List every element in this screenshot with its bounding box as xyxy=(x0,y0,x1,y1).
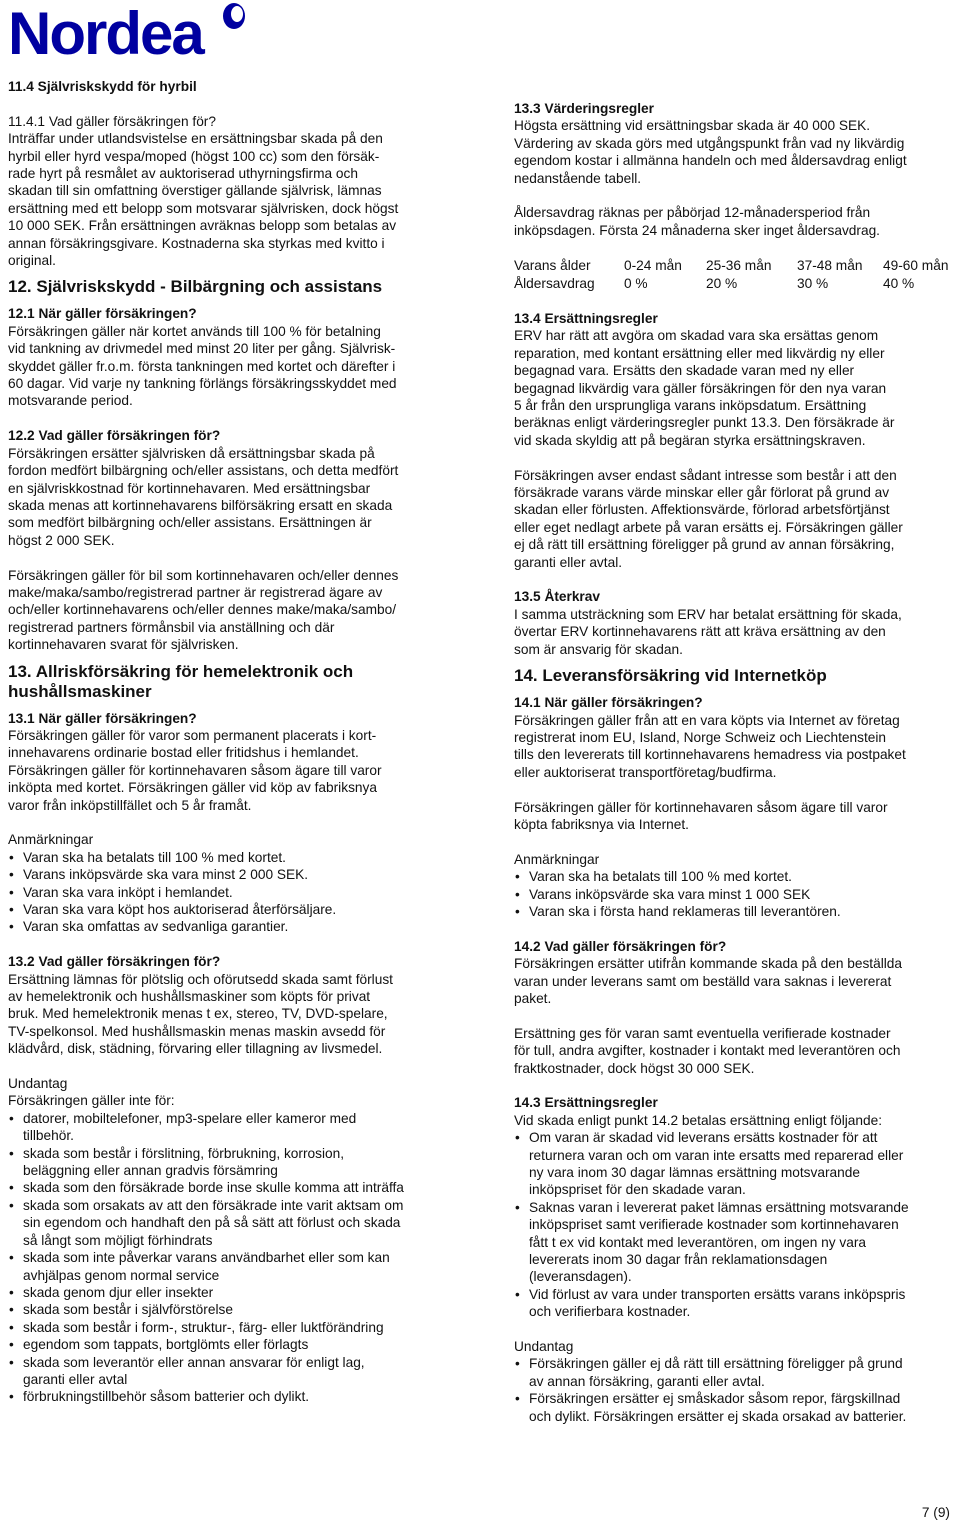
list-item: • Varans inköpsvärde ska vara minst 1 000 SEK xyxy=(514,886,960,903)
text-line: som är ansvarig för skadan. xyxy=(514,641,683,657)
text-line: garanti eller avtal xyxy=(23,1371,128,1387)
list-item xyxy=(8,1197,448,1249)
text-line: inköpsdagen. Första 24 månaderna sker inget åldersavdrag. xyxy=(514,222,880,238)
text-line: kortinnehavaren svarat för självrisken. xyxy=(8,637,239,653)
subsection-heading: 12.1 När gäller försäkringen? xyxy=(8,306,197,322)
text-line: köpta fabriksnya via Internet. xyxy=(514,816,689,832)
text-line: Om varan är skadad vid leverans ersätts kostnader för att xyxy=(529,1130,878,1146)
text-line: Ersättning lämnas för plötslig och oförutsedd skada samt förlust xyxy=(8,971,393,987)
text-line: TV-spelkonsol. Med hushållsmaskin menas maskin avsedd för xyxy=(8,1023,386,1039)
section-heading: 11.4.1 Vad gäller försäkringen för? xyxy=(8,113,216,129)
text-line: övertar ERV kortinnehavarens rätt att kräva ersättning av den xyxy=(514,624,886,640)
list-item xyxy=(8,1110,448,1145)
subsection-heading: 13.2 Vad gäller försäkringen för? xyxy=(8,954,221,970)
paragraph xyxy=(514,204,960,239)
text-line: Saknas varan i levererat paket lämnas ersättning motsvarande xyxy=(529,1199,909,1215)
list-item xyxy=(8,1284,448,1301)
text-line: original. xyxy=(8,253,56,269)
text-line: Försäkringen gäller för kortinnehavaren såsom ägare till varor xyxy=(514,799,888,815)
paragraph xyxy=(514,327,960,449)
text-line: rade hyrt på resmålet av auktoriserad uthyrningsfirma och xyxy=(8,166,358,182)
list-item xyxy=(8,1319,448,1336)
table-cell: 49-60 mån xyxy=(883,257,949,273)
table-cell: 0-24 mån xyxy=(624,257,682,273)
table-cell: Åldersavdrag xyxy=(514,275,595,291)
list-item xyxy=(514,1390,960,1425)
text-line: Försäkringen avser endast sådant intresse som består i att den xyxy=(514,467,897,483)
text-line: skada som består i förslitning, förbrukning, korrosion, xyxy=(23,1145,345,1161)
text-line: ej då rätt till ersättning föreligger på grund av annan försäkring, xyxy=(514,537,895,553)
text-line: Försäkringen gäller från att en vara köpts via Internet av företag xyxy=(514,712,900,728)
text-line: ERV har rätt att avgöra om skadad vara ska ersättas genom xyxy=(514,328,879,344)
paragraph xyxy=(514,606,960,658)
text-line: av annan försäkring, garanti eller avtal. xyxy=(529,1373,765,1389)
list-item: • Varan ska ha betalats till 100 % med kortet. xyxy=(514,868,960,885)
text-line: Försäkringen gäller för varor som permanent placerats i kort- xyxy=(8,727,377,743)
subsection-heading: 13.1 När gäller försäkringen? xyxy=(8,710,197,726)
table-cell: 25-36 mån xyxy=(706,257,772,273)
text-line: Värdering av skada görs med utgångspunkt från vad ny likvärdig xyxy=(514,135,905,151)
paragraph xyxy=(8,445,448,549)
text-line: skada genom djur eller insekter xyxy=(23,1284,214,1300)
text-line: returnera varan och om varan inte ersatts med reparerad eller xyxy=(529,1147,904,1163)
subsection-heading: 14.2 Vad gäller försäkringen för? xyxy=(514,938,727,954)
paragraph xyxy=(8,971,448,1058)
text-line: Högsta ersättning vid ersättningsbar skada är 40 000 SEK. xyxy=(514,118,871,134)
list-item: • Varan ska vara köpt hos auktoriserad återförsäljare. xyxy=(8,901,448,918)
notes-label: Anmärkningar xyxy=(8,832,94,848)
page-number: 7 (9) xyxy=(921,1505,950,1520)
text-line: fraktkostnader, dock högst 30 000 SEK. xyxy=(514,1060,755,1076)
text-line: och dylikt. Försäkringen ersätter ej skada orsakad av batterier. xyxy=(529,1408,907,1424)
text-line: skadan till sin omfattning överstiger gällande självrisk, lämnas xyxy=(8,183,382,199)
table-cell: Varans ålder xyxy=(514,257,591,273)
text-line: och verifierbara kostnader. xyxy=(529,1304,691,1320)
text-line: (leveransdagen). xyxy=(529,1269,632,1285)
text-line: förbrukningstillbehör såsom batterier och dylikt. xyxy=(23,1389,310,1405)
subsection-heading: 13.3 Värderingsregler xyxy=(514,101,654,116)
text-line: motsvarande period. xyxy=(8,393,133,409)
text-line: tillbehör. xyxy=(23,1128,74,1144)
paragraph xyxy=(514,117,960,187)
table-cell: 30 % xyxy=(797,275,829,291)
text-line: skada som inte påverkar varans användbarhet eller som kan xyxy=(23,1250,390,1266)
subsection-heading: 14.3 Ersättningsregler xyxy=(514,1095,658,1111)
text-line: beräknas enligt värderingsregler punkt 13.3. Den försäkrade är xyxy=(514,415,895,431)
paragraph xyxy=(8,567,448,654)
text-line: fått t ex vid kontakt med leverantören, om ingen ny vara xyxy=(529,1234,867,1250)
list-item xyxy=(8,1301,448,1318)
list-item xyxy=(514,1129,960,1199)
paragraph xyxy=(514,955,960,1007)
text-line: 60 dagar. Vid varje ny tankning förlängs försäkringsskyddet med xyxy=(8,376,397,392)
text-line: ny vara inom 30 dagar lämnas ersättning motsvarande xyxy=(529,1165,860,1180)
text-line: Försäkringen gäller för kortinnehavaren såsom ägare till varor xyxy=(8,762,382,778)
text-line: Försäkringen gäller när kortet används till 100 % för betalning xyxy=(8,323,381,339)
text-line: Försäkringen ersätter ej småskador såsom repor, färgskillnad xyxy=(529,1391,901,1407)
paragraph xyxy=(514,799,960,834)
text-line: Försäkringen ersätter utifrån kommande skada på den beställda xyxy=(514,956,903,972)
text-line: skada som består i självförstörelse xyxy=(23,1302,233,1318)
heading-line: 13. Allriskförsäkring för hemelektronik och xyxy=(8,661,354,681)
text-line: skada som består i form-, struktur-, färg- eller luktförändring xyxy=(23,1319,384,1335)
list-item: • Varan ska omfattas av sedvanliga garantier. xyxy=(8,918,448,935)
text-line: reparation, med kontant ersättning eller med likvärdig ny eller xyxy=(514,345,885,361)
table-row xyxy=(514,275,959,293)
subsection-heading: 14.1 När gäller försäkringen? xyxy=(514,695,703,711)
text-line: Inträffar under utlandsvistelse en ersättningsbar skada på den xyxy=(8,131,383,147)
text-line: skyddet gäller fr.o.m. första tankningen med kortet och därefter i xyxy=(8,358,396,374)
list-item xyxy=(514,1286,960,1321)
text-line: Försäkringen ersätter självrisken då ersättningsbar skada på xyxy=(8,445,375,461)
paragraph xyxy=(8,727,448,814)
list-item xyxy=(8,1249,448,1284)
text-line: Försäkringen gäller för bil som kortinnehavaren och/eller dennes xyxy=(8,567,399,583)
text-line: make/maka/sambo/registrerad partner är registrerad ägare av xyxy=(8,584,383,600)
text-line: eller auktoriserat transportföretag/budfirma. xyxy=(514,764,777,780)
list-item xyxy=(514,1355,960,1390)
exceptions-list xyxy=(514,1355,960,1425)
text-line: skada som orsakats av att den försäkrade inte varit aktsam om xyxy=(23,1197,404,1213)
section-title: 11.4 Självriskskydd för hyrbil xyxy=(8,79,197,94)
notes-label: Anmärkningar xyxy=(514,851,600,867)
right-column xyxy=(514,100,960,1425)
list-item xyxy=(8,1145,448,1180)
subsection-heading: 12.2 Vad gäller försäkringen för? xyxy=(8,428,221,444)
text-line: vid skada skyldig att på begäran styrka ersättningskraven. xyxy=(514,432,866,448)
text-line: innehavarens ordinarie bostad eller fritidshus i hemlandet. xyxy=(8,745,359,761)
age-deduction-table xyxy=(514,257,959,293)
text-line: nedanstående tabell. xyxy=(514,170,642,186)
text-line: 5 år från den ursprungliga varans inköpsdatum. Ersättning xyxy=(514,398,867,414)
text-line: ersättning med ett belopp som motsvarar självrisken, dock högst xyxy=(8,200,399,216)
paragraph xyxy=(8,323,448,410)
left-column xyxy=(8,78,448,1406)
subsection-heading: 13.4 Ersättningsregler xyxy=(514,311,658,327)
text-line: skada som den försäkrade borde inse skulle komma att inträffa xyxy=(23,1180,404,1196)
paragraph xyxy=(514,712,960,782)
text-line: garanti eller avtal. xyxy=(514,554,623,570)
text-line: hyrbil eller hyrd vespa/moped (högst 100 cc) som den försäk- xyxy=(8,148,380,164)
text-line: egendom kostar i allmänna handeln och med åldersavdrag enligt xyxy=(514,153,907,169)
text-line: registrerad partners förmånsbil via anställning och där xyxy=(8,619,335,635)
subsection-heading: 13.5 Återkrav xyxy=(514,589,600,605)
text-line: Försäkringen gäller ej då rätt till ersättning föreligger på grund xyxy=(529,1356,903,1372)
text-line: avhjälpas genom normal service xyxy=(23,1267,220,1283)
list-item xyxy=(8,1179,448,1196)
exceptions-list xyxy=(8,1110,448,1406)
text-line: fordon medfört bilbärgning och/eller assistans, och detta medfört xyxy=(8,463,399,479)
list-item xyxy=(8,1388,448,1405)
text-line: skada menas att kortinnehavarens bilförsäkring ersatt en skada xyxy=(8,497,393,513)
text-line: högst 2 000 SEK. xyxy=(8,532,115,548)
text-line: skadan eller förlusten. Affektionsvärde, förlorad arbetsförtjänst xyxy=(514,502,890,518)
text-line: Åldersavdrag räknas per påbörjad 12-månadersperiod från xyxy=(514,205,871,221)
table-cell: 20 % xyxy=(706,275,738,291)
notes-list xyxy=(514,868,960,920)
text-line: 10 000 SEK. Från ersättningen avräknas belopp som betalas av xyxy=(8,218,397,234)
notes-list xyxy=(8,849,448,936)
heading-line: hushållsmaskiner xyxy=(8,681,152,701)
text-line: sin egendom och handhaft den på så sätt att förlust och skada xyxy=(23,1215,401,1231)
section-heading xyxy=(8,662,448,702)
text-line: annan försäkringsgivare. Kostnaderna ska styrkas med kvitto i xyxy=(8,235,385,251)
list-item: • Varan ska vara inköpt i hemlandet. xyxy=(8,884,448,901)
paragraph xyxy=(8,130,448,269)
text-line: klädvård, disk, städning, förvaring eller tillagning av livsmedel. xyxy=(8,1041,383,1057)
text-line: inköpspriset för den skadade varan. xyxy=(529,1182,746,1198)
text-line: varan under leverans samt om beställd vara saknas i levererat xyxy=(514,973,892,989)
table-row xyxy=(514,257,959,275)
text-line: tills den levererats till kortinnehavarens hemadress via postpaket xyxy=(514,747,906,763)
text-line: beläggning eller annan gradvis försämring xyxy=(23,1163,278,1179)
text-line: begagnad likvärdig vara gäller försäkringen för den nya varan xyxy=(514,380,887,396)
text-line: registrerat inom EU, Island, Norge Schweiz och Liechtenstein xyxy=(514,729,887,745)
text-line: bruk. Med hemelektronik menas t ex, stereo, TV, DVD-spelare, xyxy=(8,1006,388,1022)
text-line: levererats inom 30 dagar från reklamationsdagen xyxy=(529,1252,828,1268)
text-line: egendom som tappats, bortglömts eller förlagts xyxy=(23,1337,309,1353)
text-line: vid tankning av drivmedel med minst 20 liter per gång. Självrisk- xyxy=(8,341,396,357)
paragraph: Vid skada enligt punkt 14.2 betalas ersättning enligt följande: xyxy=(514,1112,883,1128)
list-item: • Varan ska i första hand reklameras till leverantören. xyxy=(514,903,960,920)
text-line: begagnad vara. Ersätts den skadade varan med ny eller xyxy=(514,363,855,379)
text-line: Vid förlust av vara under transporten ersätts varans inköpspris xyxy=(529,1286,906,1302)
text-line: inköpspriset samt verifierade kostnader som kortinnehavaren xyxy=(529,1217,899,1233)
list-item: • Varan ska ha betalats till 100 % med kortet. xyxy=(8,849,448,866)
paragraph xyxy=(514,467,960,571)
text-line: I samma utsträckning som ERV har betalat ersättning för skada, xyxy=(514,606,902,622)
paragraph xyxy=(514,1025,960,1077)
text-line: inköpta med kortet. Försäkringen gäller vid köp av fabriksnya xyxy=(8,780,377,796)
text-line: datorer, mobiltelefoner, mp3-spelare eller kameror med xyxy=(23,1110,357,1126)
exceptions-label: Undantag xyxy=(8,1076,68,1092)
nordea-logo xyxy=(8,2,260,62)
table-cell: 37-48 mån xyxy=(797,257,863,273)
text-line: eller eget nedlagt arbete på varan ersätts ej. Försäkringen gäller xyxy=(514,519,903,535)
compensation-list xyxy=(514,1129,960,1320)
text-line: varor från inköpstillfället och 5 år framåt. xyxy=(8,797,252,813)
exceptions-label: Undantag xyxy=(514,1339,574,1355)
text-line: paket. xyxy=(514,990,552,1006)
text-line: en självriskkostnad för kortinnehavaren. Med ersättningsbar xyxy=(8,480,371,496)
text-line: som medfört bilbärgning och/eller assistans. Ersättningen är xyxy=(8,515,372,531)
exceptions-intro: Försäkringen gäller inte för: xyxy=(8,1093,175,1109)
text-line: så långt som möjligt förhindrats xyxy=(23,1232,213,1248)
table-cell: 0 % xyxy=(624,275,648,291)
list-item xyxy=(514,1199,960,1286)
text-line: och/eller kortinnehavarens och/eller dennes make/maka/sambo/ xyxy=(8,602,397,618)
table-cell: 40 % xyxy=(883,275,915,291)
text-line: Ersättning ges för varan samt eventuella verifierade kostnader xyxy=(514,1025,891,1041)
text-line: skada som leverantör eller annan ansvarar för enligt lag, xyxy=(23,1354,365,1370)
section-heading: 12. Självriskskydd - Bilbärgning och assistans xyxy=(8,277,383,297)
text-line: försäkrade varans värde minskar eller går förlorat på grund av xyxy=(514,485,890,501)
svg-text:Nordea: Nordea xyxy=(8,2,203,62)
list-item xyxy=(8,1354,448,1389)
list-item: • Varans inköpsvärde ska vara minst 2 000 SEK. xyxy=(8,866,448,883)
list-item xyxy=(8,1336,448,1353)
text-line: av hemelektronik och hushållsmaskiner som köpts för privat xyxy=(8,989,371,1005)
section-heading: 14. Leveransförsäkring vid Internetköp xyxy=(514,666,827,686)
text-line: för tull, andra avgifter, kostnader i kontakt med leverantören och xyxy=(514,1043,901,1059)
